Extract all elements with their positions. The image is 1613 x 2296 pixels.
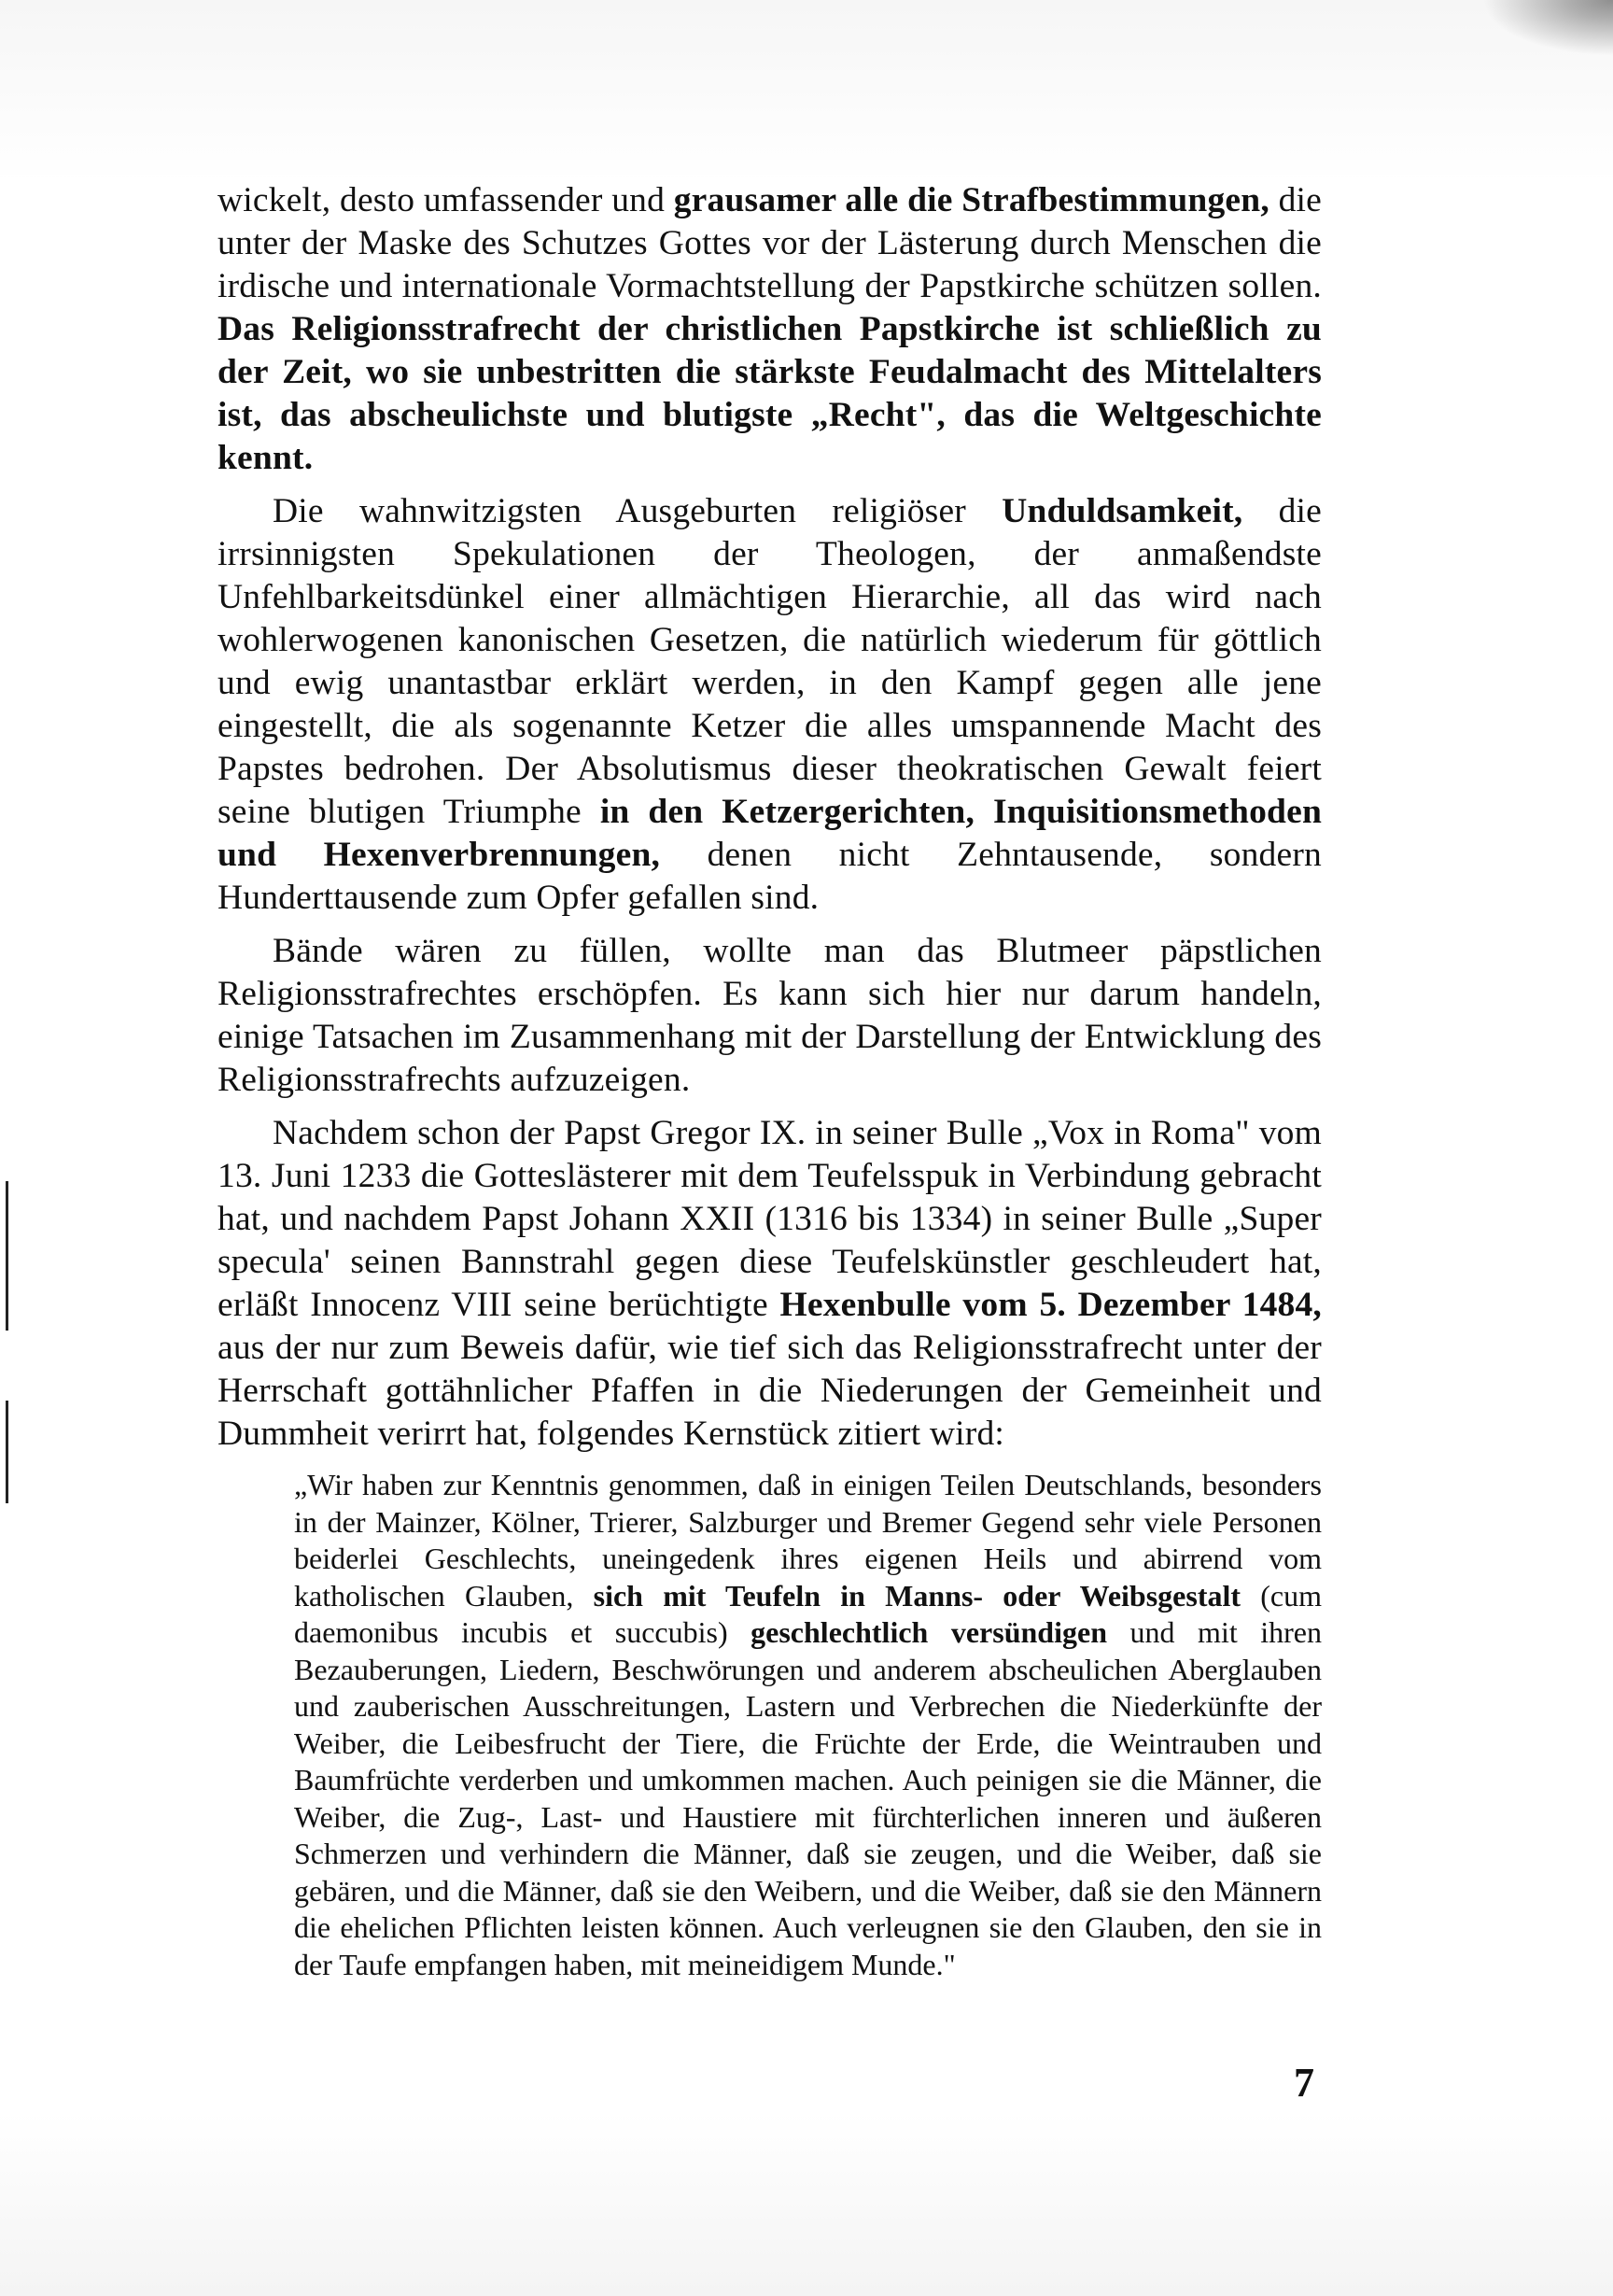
text-run: „Wir haben zur Kenntnis genommen, daß in einigen Teilen Deutschlands, besonders in der Mainzer, Kölner, Trierer, Salzburger und Bremer Gegend sehr viele Personen beiderlei Geschlechts, uneingedenk ihres eigenen Heils und abirrend vom katholischen Glauben,	[294, 1468, 1322, 1613]
paragraph	[217, 490, 1322, 920]
emphasized-text: Hexenbulle vom 5. Dezember 1484,	[779, 1286, 1322, 1324]
emphasized-text: sich mit Teufeln in Manns- oder Weibsgestalt	[593, 1578, 1241, 1613]
text-run: und mit ihren Bezauberungen, Liedern, Beschwörungen und anderem abscheulichen Aberglauben und zauberischen Ausschreitungen, Lastern und Verbrechen die Niederkünfte der Weiber, die Leibesfrucht der Tiere, die Früchte der Erde, die Weintrauben und Baumfrüchte verderben und umkommen machen. Auch peinigen sie die Männer, die Weiber, die Zug-, Last- und Haustiere mit fürchterlichen inneren und äußeren Schmerzen und verhindern die Männer, daß sie zeugen, und die Weiber, daß sie gebären, und die Männer, daß sie den Weibern, und die Weiber, daß sie den Männern die ehelichen Pflichten leisten können. Auch verleugnen sie den Glauben, den sie in der Taufe empfangen haben, mit meineidigem Munde."	[294, 1615, 1323, 1981]
emphasized-text: in den Ketzergerichten, Inquisitionsmethoden und Hexenverbrennungen,	[217, 793, 1322, 874]
text-run: die irrsinnigsten Spekulationen der Theologen, der anmaßendste Unfehlbarkeitsdünkel einer allmächtigen Hierarchie, all das wird nach wohlerwogenen kanonischen Gesetzen, die natürlich wiederum für göttlich und ewig unantastbar erklärt werden, in den Kampf gegen alle jene eingestellt, die als sogenannte Ketzer die alles umspannende Macht des Papstes bedrohen. Der Absolutismus dieser theokratischen Gewalt feiert seine blutigen Triumphe	[217, 492, 1322, 831]
text-run: denen nicht Zehntausende, sondern Hunderttausende zum Opfer gefallen sind.	[217, 836, 1322, 917]
paragraph	[217, 930, 1322, 1102]
paragraph	[217, 1112, 1322, 1456]
page-edge-mark	[6, 1181, 8, 1331]
emphasized-text: Unduldsamkeit,	[1002, 492, 1243, 530]
body-text	[217, 179, 1322, 1983]
emphasized-text: Das Religionsstrafrecht der christlichen Papstkirche ist schließlich zu der Zeit, wo sie unbestritten die stärkste Feudalmacht des Mittelalters ist, das abscheulichste und blutigste „Recht", das die Weltgeschichte kennt.	[217, 310, 1322, 477]
page-edge-mark	[6, 1401, 8, 1503]
text-run: Die wahnwitzigsten Ausgeburten religiöser	[273, 492, 1003, 530]
text-run: Nachdem schon der Papst Gregor IX. in seiner Bulle „Vox in Roma" vom 13. Juni 1233 die Gotteslästerer mit dem Teufelsspuk in Verbindung gebracht hat, und nachdem Papst Johann XXII (1316 bis 1334) in seiner Bulle „Super specula' seinen Bannstrahl gegen diese Teufelskünstler geschleudert hat, erläßt Innocenz VIII seine berüchtigte	[217, 1114, 1322, 1324]
block-quote	[294, 1467, 1322, 1983]
emphasized-text: grausamer alle die Strafbestimmungen,	[673, 181, 1269, 219]
text-run: (cum daemonibus incubis et succubis)	[294, 1578, 1322, 1649]
text-run: die unter der Maske des Schutzes Gottes vor der Lästerung durch Menschen die irdische und internationale Vormachtstellung der Papstkirche schützen sollen.	[217, 181, 1322, 305]
paragraph	[217, 179, 1322, 480]
emphasized-text: geschlechtlich versündigen	[750, 1615, 1107, 1649]
page-number: 7	[1294, 2060, 1314, 2106]
text-run: wickelt, desto umfassender und	[217, 181, 674, 219]
text-run: aus der nur zum Beweis dafür, wie tief sich das Religionsstrafrecht unter der Herrschaft gottähnlicher Pfaffen in die Niederungen der Gemeinheit und Dummheit verirrt hat, folgendes Kernstück zitiert wird:	[217, 1329, 1322, 1453]
scan-smudge	[1482, 0, 1613, 56]
text-run: Bände wären zu füllen, wollte man das Blutmeer päpstlichen Religionsstrafrechtes erschöpfen. Es kann sich hier nur darum handeln, einige Tatsachen im Zusammenhang mit der Darstellung der Entwicklung des Religionsstrafrechts aufzuzeigen.	[217, 932, 1322, 1099]
